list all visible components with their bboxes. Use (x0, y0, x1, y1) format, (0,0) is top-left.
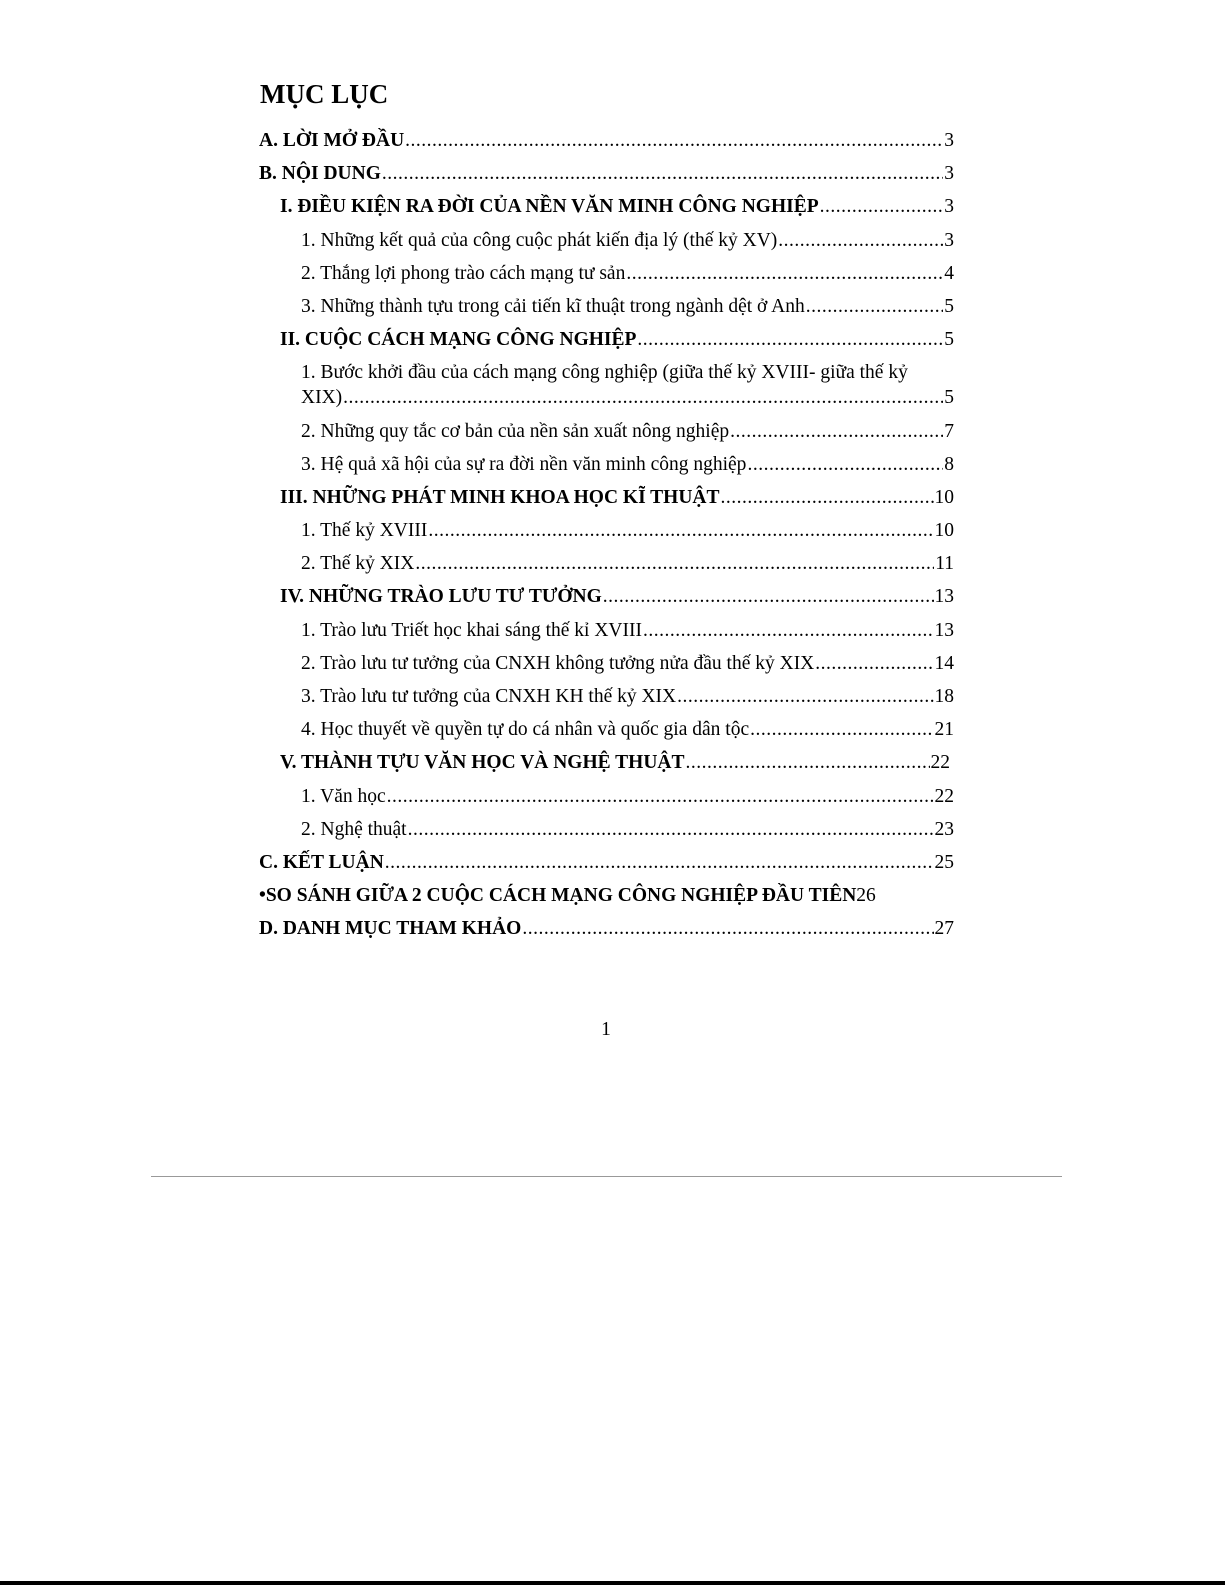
toc-page-number: 3 (944, 130, 954, 151)
toc-entry-label: 4. Học thuyết về quyền tự do cá nhân và quốc gia dân tộc (301, 719, 750, 741)
dot-leader (385, 846, 934, 879)
dot-leader (730, 415, 943, 448)
page-break-divider (151, 1176, 1062, 1177)
toc-entry-label: I. ĐIỀU KIỆN RA ĐỜI CỦA NỀN VĂN MINH CÔNG NGHIỆP (280, 196, 819, 218)
toc-page-number: 14 (934, 652, 954, 674)
toc-entry-section-ii[interactable] (0, 323, 1225, 356)
toc-page-number: 27 (934, 918, 954, 940)
toc-page-number: 8 (944, 453, 954, 475)
toc-entry-so-sanh[interactable] (0, 879, 1225, 912)
bottom-edge-bar (0, 1581, 1225, 1585)
dot-leader (806, 290, 944, 323)
toc-entry-ii-1[interactable] (0, 356, 1225, 384)
toc-page-number: 11 (935, 553, 954, 575)
toc-entry-label: D. DANH MỤC THAM KHẢO (259, 918, 522, 940)
toc-entry-iv-3[interactable] (0, 680, 1225, 713)
toc-page-number: 13 (934, 619, 954, 641)
toc-page-number: 23 (934, 818, 954, 840)
toc-entry-ket-luan[interactable] (0, 846, 1225, 879)
toc-entry-iv-4[interactable] (0, 713, 1225, 746)
toc-entry-danh-muc-tham-khao[interactable] (0, 912, 1225, 945)
toc-entry-section-iv[interactable] (0, 580, 1225, 613)
dot-leader (387, 780, 934, 813)
dot-leader (747, 448, 943, 481)
dot-leader (820, 190, 944, 223)
toc-entry-ii-3[interactable] (0, 448, 1225, 481)
toc-entry-label: 3. Những thành tựu trong cải tiến kĩ thuật trong ngành dệt ở Anh (301, 295, 805, 317)
toc-entry-label: 1. Bước khởi đầu của cách mạng công nghiệp (giữa thế kỷ XVIII- giữa thế kỷ (301, 362, 908, 384)
toc-page-number: 10 (934, 520, 954, 542)
toc-entry-label: 1. Những kết quả của công cuộc phát kiến địa lý (thế kỷ XV) (301, 229, 778, 251)
toc-entry-label: IV. NHỮNG TRÀO LƯU TƯ TƯỞNG (280, 586, 602, 608)
toc-entry-label: 2. Thắng lợi phong trào cách mạng tư sản (301, 262, 626, 284)
toc-entry-noi-dung[interactable] (0, 157, 1225, 190)
toc-entry-label: 1. Văn học (301, 785, 386, 807)
toc-entry-label: 2. Những quy tắc cơ bản của nền sản xuất nông nghiệp (301, 420, 730, 442)
toc-page-number: 26 (856, 885, 876, 907)
toc-entry-label: V. THÀNH TỰU VĂN HỌC VÀ NGHỆ THUẬT (280, 752, 685, 774)
toc-entry-v-1[interactable] (0, 780, 1225, 813)
toc-title: MỤC LỤC (260, 79, 389, 109)
dot-leader (721, 481, 934, 514)
dot-leader (686, 746, 930, 779)
toc-page-number: 18 (934, 686, 954, 707)
dot-leader (522, 912, 933, 945)
toc-page-number: 5 (944, 295, 954, 317)
dot-leader (677, 680, 933, 713)
dot-leader (778, 224, 943, 257)
toc-entry-label: •SO SÁNH GIỮA 2 CUỘC CÁCH MẠNG CÔNG NGHIỆP ĐẦU TIÊN (259, 885, 857, 907)
dot-leader (637, 323, 943, 356)
toc-page-number: 3 (944, 163, 954, 185)
toc-entry-label: 2. Trào lưu tư tưởng của CNXH không tưởng nửa đầu thế kỷ XIX (301, 652, 815, 674)
dot-leader (643, 614, 934, 647)
page-number: 1 (601, 1019, 611, 1040)
dot-leader (815, 647, 933, 680)
toc-page-number: 3 (944, 196, 954, 218)
toc-page-number: 5 (944, 387, 954, 409)
dot-leader (415, 547, 934, 580)
toc-entry-label: 1. Trào lưu Triết học khai sáng thế kỉ XVIII (301, 619, 642, 641)
toc-page-number: 25 (934, 851, 954, 873)
toc-entry-i-1[interactable] (0, 224, 1225, 257)
dot-leader (408, 813, 934, 846)
toc-entry-section-v[interactable] (0, 746, 1225, 779)
toc-page-number: 21 (934, 719, 954, 741)
toc-page-number: 4 (944, 262, 954, 284)
toc-entry-i-3[interactable] (0, 290, 1225, 323)
toc-entry-ii-1-continuation[interactable] (0, 381, 1225, 414)
dot-leader (343, 381, 943, 414)
dot-leader (750, 713, 933, 746)
dot-leader (428, 514, 933, 547)
toc-entry-ii-2[interactable] (0, 415, 1225, 448)
toc-entry-iv-1[interactable] (0, 614, 1225, 647)
toc-entry-loi-mo-dau[interactable] (0, 124, 1225, 157)
toc-entry-label: A. LỜI MỞ ĐẦU (259, 130, 405, 151)
toc-entry-label: 3. Trào lưu tư tưởng của CNXH KH thế kỷ XIX (301, 686, 677, 707)
toc-entry-v-2[interactable] (0, 813, 1225, 846)
toc-entry-section-iii[interactable] (0, 481, 1225, 514)
dot-leader (382, 157, 943, 190)
toc-entry-i-2[interactable] (0, 257, 1225, 290)
toc-entry-iii-1[interactable] (0, 514, 1225, 547)
toc-page-number: 22 (934, 785, 954, 807)
toc-entry-label: 2. Thế kỷ XIX (301, 553, 415, 575)
dot-leader (626, 257, 943, 290)
toc-entry-label: 3. Hệ quả xã hội của sự ra đời nền văn minh công nghiệp (301, 453, 747, 475)
toc-entry-label-continuation: XIX) (301, 387, 343, 409)
toc-entry-section-i[interactable] (0, 190, 1225, 223)
toc-entry-label: 1. Thế kỷ XVIII (301, 520, 428, 542)
toc-entry-label: C. KẾT LUẬN (259, 851, 384, 873)
toc-entry-label: B. NỘI DUNG (259, 163, 381, 185)
dot-leader (603, 580, 934, 613)
toc-page-number: 3 (944, 229, 954, 251)
table-of-contents (0, 124, 1225, 946)
toc-page-number: 10 (934, 486, 954, 508)
toc-entry-iv-2[interactable] (0, 647, 1225, 680)
toc-entry-label: 2. Nghệ thuật (301, 818, 407, 840)
toc-page-number: 7 (944, 420, 954, 442)
toc-entry-iii-2[interactable] (0, 547, 1225, 580)
toc-entry-label: III. NHỮNG PHÁT MINH KHOA HỌC KĨ THUẬT (280, 486, 720, 508)
toc-page-number: 5 (944, 329, 954, 351)
toc-page-number: 22 (930, 752, 950, 774)
dot-leader (405, 124, 943, 157)
toc-entry-label: II. CUỘC CÁCH MẠNG CÔNG NGHIỆP (280, 329, 637, 351)
toc-page-number: 13 (934, 586, 954, 608)
